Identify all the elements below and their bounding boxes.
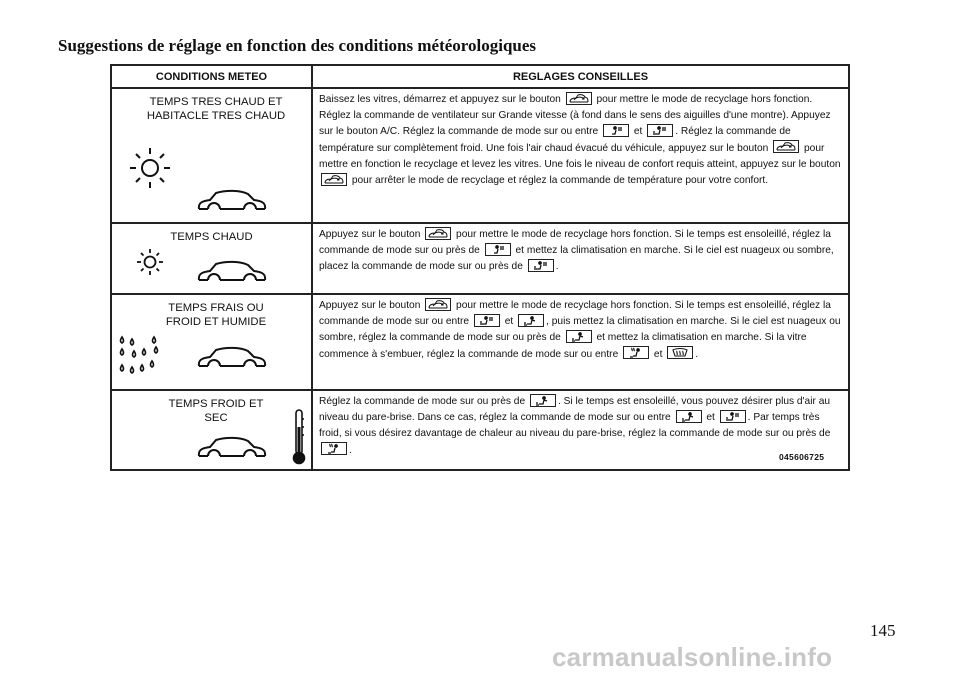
column-header-conditions: CONDITIONS METEO	[111, 65, 312, 88]
figure-reference-code: 045606725	[779, 452, 825, 462]
advice-text: pour arrêter le mode de recyclage et réglez la commande de température pour votre confort.	[349, 175, 769, 187]
vent-panel-icon	[485, 243, 511, 256]
advice-text: .	[349, 444, 352, 456]
advice-text: . Par temps très froid, si vous désirez davantage de chaleur au niveau du pare-brise, réglez la commande de mode sur ou près de	[319, 412, 831, 440]
advice-text: pour mettre en fonction le recyclage et levez les vitres. Une fois le niveau de confort requis atteint, appuyez sur le bouton	[319, 142, 841, 170]
advice-text: et	[651, 348, 666, 360]
vent-panel-icon	[603, 124, 629, 137]
condition-cell	[111, 390, 312, 470]
table-row	[111, 223, 849, 294]
car-icon	[196, 346, 268, 377]
advice-text: . Réglez la commande de température sur complètement froid. Une fois l'air chaud évacué du véhicule, appuyez sur le bouton	[319, 126, 791, 154]
advice-text: .	[695, 348, 699, 360]
page-number: 145	[870, 621, 896, 640]
advice-text: . Si le temps est ensoleillé, vous pouvez désirer plus d'air au niveau du pare-brise. Dans ce cas, réglez la commande de mode sur ou entre	[319, 396, 831, 424]
thermometer-icon	[292, 409, 306, 470]
advice-text: , puis mettez la climatisation en marche. Si le ciel est nuageux ou sombre, réglez la commande de mode sur ou près de	[319, 316, 841, 344]
advice-text: Appuyez sur le bouton	[319, 229, 424, 240]
advice-text: pour mettre le mode de recyclage hors fonction. Si le temps est ensoleillé, réglez la commande de mode sur ou entre	[319, 300, 831, 328]
vent-bilevel-icon	[647, 124, 673, 137]
advice-text: et mettez la climatisation en marche. Si la vitre commence à s'embuer, réglez la commande de mode sur ou entre	[319, 332, 807, 360]
advice-text: pour mettre le mode de recyclage hors fonction. Si le temps est ensoleillé, réglez la commande de mode sur ou près de	[319, 229, 831, 257]
advice-cell	[312, 390, 849, 470]
advice-cell	[312, 294, 849, 390]
recirculation-icon	[321, 173, 347, 186]
advice-text: Appuyez sur le bouton	[319, 300, 424, 311]
recirculation-icon	[425, 227, 451, 240]
vent-floor-icon	[676, 410, 702, 423]
recirculation-icon	[425, 298, 451, 311]
condition-cell	[111, 88, 312, 223]
advice-cell	[312, 223, 849, 294]
condition-cell	[111, 223, 312, 294]
advice-cell	[312, 88, 849, 223]
condition-label: TEMPS FRAIS OU FROID ET HUMIDE	[165, 302, 267, 328]
advice-text: et mettez la climatisation en marche. Si le ciel est nuageux ou sombre, placez la commande de mode sur ou près de	[319, 245, 834, 273]
condition-label: TEMPS TRES CHAUD ET HABITACLE TRES CHAUD	[146, 96, 286, 122]
sun-icon	[134, 246, 166, 283]
settings-table	[110, 64, 850, 471]
advice-text: Baissez les vitres, démarrez et appuyez sur le bouton	[319, 94, 564, 105]
advice-text: et	[703, 412, 718, 424]
condition-cell	[111, 294, 312, 390]
sun-icon	[126, 144, 174, 197]
raindrops-icon	[118, 335, 170, 386]
car-icon	[196, 260, 268, 291]
table-row	[111, 294, 849, 390]
column-header-settings: REGLAGES CONSEILLES	[312, 65, 849, 88]
advice-text: Réglez la commande de mode sur ou près de	[319, 396, 528, 407]
vent-floor-icon	[566, 330, 592, 343]
condition-label: TEMPS FROID ET SEC	[168, 398, 264, 424]
car-icon	[196, 436, 268, 467]
recirculation-icon	[773, 140, 799, 153]
table-row	[111, 88, 849, 223]
advice-text: pour mettre le mode de recyclage hors fonction. Réglez la commande de ventilateur sur Grande vitesse (à fond dans le sens des aiguilles d'une montre). Appuyez sur le bouton A/C. Réglez la commande de mode sur ou entre	[319, 94, 831, 138]
recirculation-icon	[566, 92, 592, 105]
car-icon	[196, 189, 268, 220]
vent-bilevel-icon	[528, 259, 554, 272]
table-row	[111, 390, 849, 470]
vent-bilevel-icon	[720, 410, 746, 423]
vent-bilevel-icon	[474, 314, 500, 327]
condition-label: TEMPS CHAUD	[170, 231, 253, 243]
advice-text: et	[501, 316, 517, 328]
vent-floor-icon	[518, 314, 544, 327]
page-heading: Suggestions de réglage en fonction des conditions météorologiques	[58, 36, 537, 55]
vent-floor-icon	[530, 394, 556, 407]
advice-text: et	[631, 126, 646, 138]
table-header-row	[111, 65, 849, 88]
defrost-icon	[667, 346, 693, 359]
watermark: carmanualsonline.info	[552, 642, 833, 672]
vent-floor-defrost-icon	[321, 442, 347, 455]
advice-text: .	[555, 261, 559, 273]
vent-floor-defrost-icon	[623, 346, 649, 359]
